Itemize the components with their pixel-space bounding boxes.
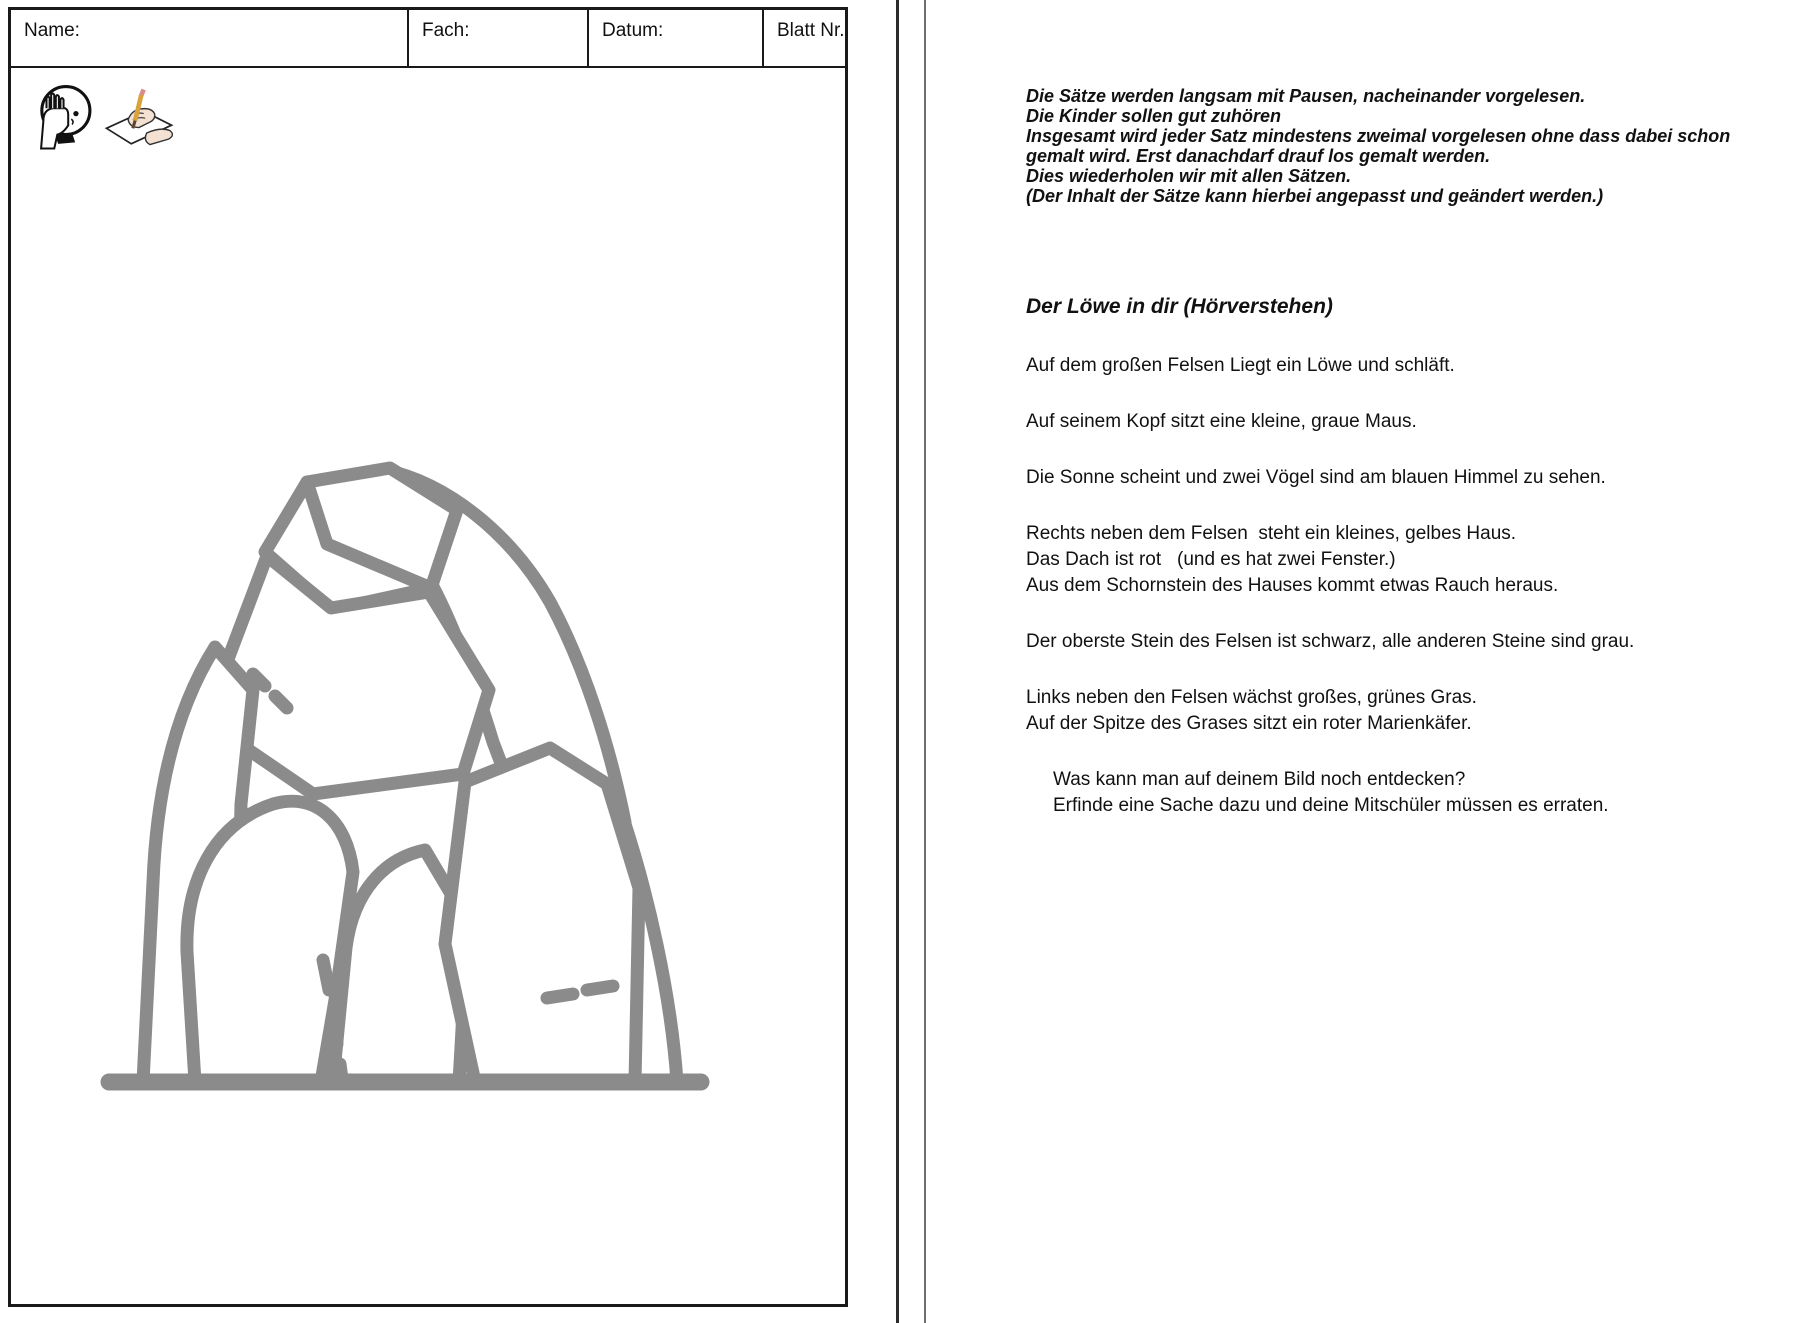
sentence-line: Links neben den Felsen wächst großes, grünes Gras. xyxy=(1026,687,1477,708)
worksheet-title: Der Löwe in dir (Hörverstehen) xyxy=(1026,295,1333,318)
sentence-paragraph xyxy=(1026,685,1800,737)
instruction-line: gemalt wird. Erst danachdarf drauf los gemalt werden. xyxy=(1026,146,1491,166)
blatt-nr-label: Blatt Nr. xyxy=(777,20,845,41)
instruction-line: (Der Inhalt der Sätze kann hierbei angepasst und geändert werden.) xyxy=(1026,186,1604,206)
sentence-paragraph xyxy=(1026,521,1800,599)
blatt-nr-field-cell xyxy=(764,10,845,66)
sentence-line: Der oberste Stein des Felsen ist schwarz, alle anderen Steine sind grau. xyxy=(1026,631,1635,652)
instruction-line: Die Kinder sollen gut zuhören xyxy=(1026,106,1282,126)
sentence-line: Aus dem Schornstein des Hauses kommt etwas Rauch heraus. xyxy=(1026,575,1559,596)
fach-label: Fach: xyxy=(422,20,470,41)
sentence-line: Auf der Spitze des Grases sitzt ein roter Marienkäfer. xyxy=(1026,713,1472,734)
instruction-line: Dies wiederholen wir mit allen Sätzen. xyxy=(1026,166,1352,186)
header-table xyxy=(11,10,845,68)
hand-writing-icon xyxy=(97,88,181,150)
rock-lower-right-stone xyxy=(445,748,639,1082)
datum-label: Datum: xyxy=(602,20,664,41)
instruction-line: Die Sätze werden langsam mit Pausen, nacheinander vorgelesen. xyxy=(1026,86,1586,106)
fach-field-cell xyxy=(409,10,589,66)
sentence-line: Erfinde eine Sache dazu und deine Mitschüler müssen es erraten. xyxy=(1053,795,1609,816)
page-divider-line xyxy=(896,0,899,1323)
instruction-line: Insgesamt wird jeder Satz mindestens zweimal vorgelesen ohne dass dabei schon xyxy=(1026,126,1731,146)
task-pictograms xyxy=(31,76,191,171)
sentence-line: Die Sonne scheint und zwei Vögel sind am blauen Himmel zu sehen. xyxy=(1026,467,1606,488)
rock-illustration xyxy=(95,452,717,1107)
rock-lower-left-stone xyxy=(187,801,353,1082)
datum-field-cell xyxy=(589,10,764,66)
dictation-sentences xyxy=(1026,353,1800,819)
worksheet-page xyxy=(8,7,848,1307)
sentence-line: Was kann man auf deinem Bild noch entdecken? xyxy=(1053,769,1466,790)
listening-icon xyxy=(31,78,93,154)
instructions-page xyxy=(1026,86,1800,819)
sentence-line: Das Dach ist rot (und es hat zwei Fenster.) xyxy=(1026,549,1396,570)
name-field-cell xyxy=(11,10,409,66)
sentence-line: Auf dem großen Felsen Liegt ein Löwe und schläft. xyxy=(1026,355,1455,376)
sentence-line: Auf seinem Kopf sitzt eine kleine, graue Maus. xyxy=(1026,411,1417,432)
holding-hand xyxy=(145,129,172,144)
name-label: Name: xyxy=(24,20,80,41)
sentence-paragraph xyxy=(1026,465,1800,491)
rock-stones xyxy=(143,468,677,1082)
reading-instructions xyxy=(1026,86,1800,206)
sentence-paragraph xyxy=(1026,767,1800,819)
sentence-line: Rechts neben dem Felsen steht ein kleines, gelbes Haus. xyxy=(1026,523,1517,544)
eye-dot xyxy=(73,111,78,116)
page-edge-line xyxy=(924,0,926,1323)
sentence-paragraph xyxy=(1026,409,1800,435)
sentence-paragraph xyxy=(1026,629,1800,655)
sentence-paragraph xyxy=(1026,353,1800,379)
